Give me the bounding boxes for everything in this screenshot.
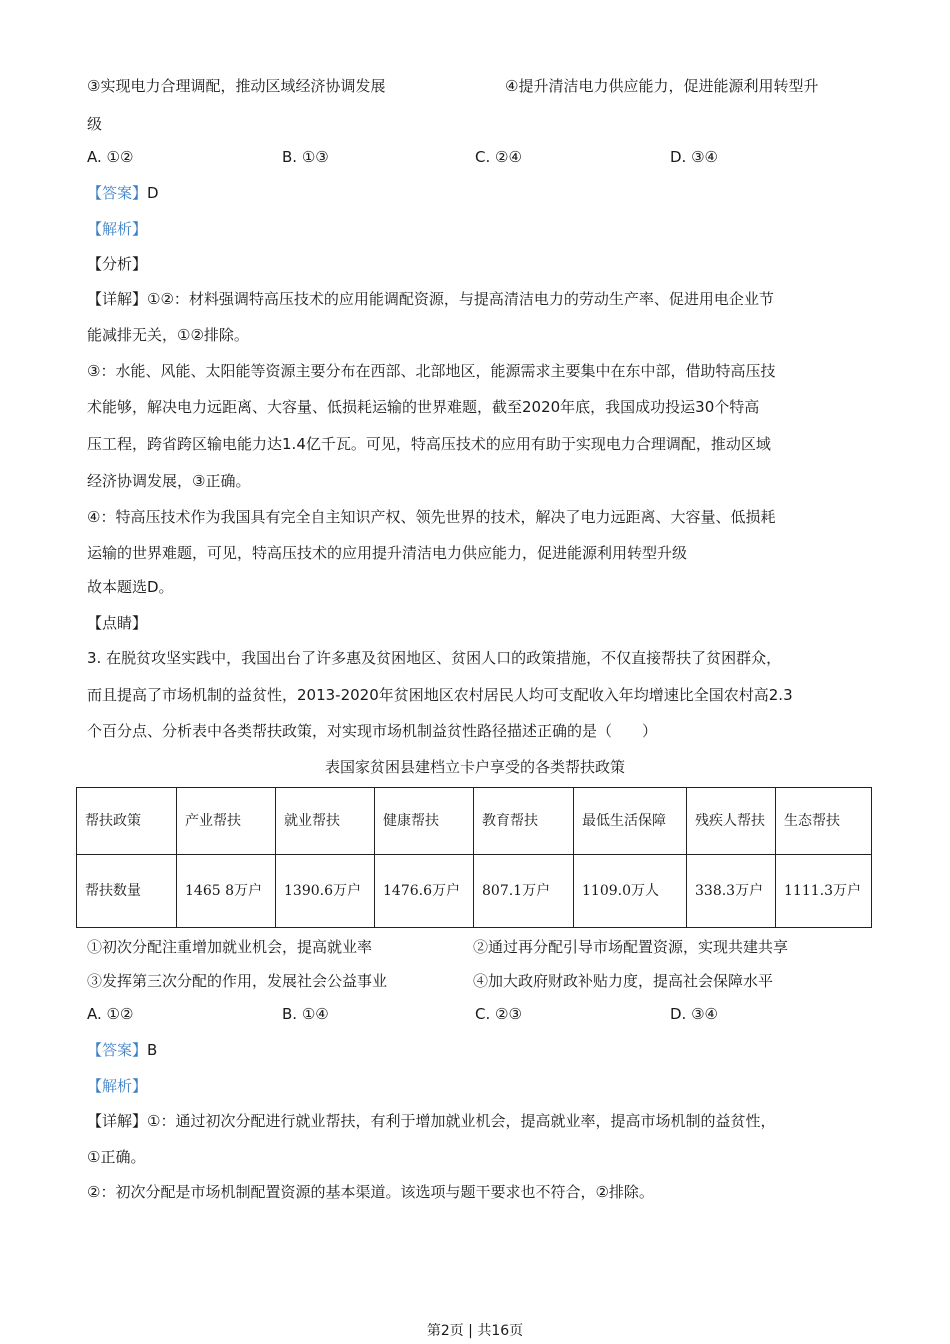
q2-option-4-cont: 级: [87, 115, 103, 133]
q3-detail-line: ①正确。: [87, 1148, 146, 1166]
q3-stem-line: 个百分点、分析表中各类帮扶政策，对实现市场机制益贫性路径描述正确的是（ ）: [87, 722, 658, 740]
q3-option-1: ①初次分配注重增加就业机会，提高就业率: [87, 938, 373, 956]
q2-dianjing-tag: 【点睛】: [87, 614, 148, 632]
q2-choice-a: A. ①②: [87, 148, 134, 166]
table-cell: 1111.3万户: [776, 855, 872, 928]
q2-option-4: ④提升清洁电力供应能力，促进能源利用转型升: [505, 77, 819, 95]
table-row: [77, 855, 872, 928]
q2-detail-line: 压工程，跨省跨区输电能力达1.4亿千瓦。可见，特高压技术的应用有助于实现电力合理调配，推动区域: [87, 435, 771, 453]
table-cell: 帮扶数量: [77, 855, 177, 928]
q2-detail-line: 【详解】①②：材料强调特高压技术的应用能调配资源，与提高清洁电力的劳动生产率、促进用电企业节: [87, 290, 774, 308]
q3-answer: [87, 1040, 157, 1060]
q3-choice-b: B. ①④: [282, 1005, 329, 1023]
q3-choice-d: D. ③④: [670, 1005, 718, 1023]
q3-option-3: ③发挥第三次分配的作用，发展社会公益事业: [87, 972, 388, 990]
table-header-cell: 产业帮扶: [177, 788, 276, 855]
answer-value: D: [147, 184, 159, 202]
policy-table: [76, 787, 872, 928]
q3-choice-c: C. ②③: [475, 1005, 522, 1023]
table-cell: 1465 8万户: [177, 855, 276, 928]
page-footer: 第2页 | 共16页: [426, 1323, 524, 1339]
table-header-cell: 帮扶政策: [77, 788, 177, 855]
q2-fenxi-tag: 【分析】: [87, 255, 148, 273]
q2-detail-line: 经济协调发展，③正确。: [87, 472, 251, 490]
table-header-cell: 教育帮扶: [474, 788, 574, 855]
q3-detail-line: 【详解】①：通过初次分配进行就业帮扶，有利于增加就业机会，提高就业率，提高市场机制的益贫性，: [87, 1112, 776, 1130]
q3-analysis-tag: 【解析】: [87, 1077, 148, 1095]
q3-detail-line: ②：初次分配是市场机制配置资源的基本渠道。该选项与题干要求也不符合，②排除。: [87, 1183, 654, 1201]
table-cell: 338.3万户: [687, 855, 776, 928]
q2-choice-b: B. ①③: [282, 148, 329, 166]
q2-choice-c: C. ②④: [475, 148, 522, 166]
answer-tag: 【答案】: [87, 184, 148, 202]
q2-detail-line: 能减排无关，①②排除。: [87, 326, 249, 344]
table-cell: 1476.6万户: [375, 855, 474, 928]
q3-stem-line: 而且提高了市场机制的益贫性，2013-2020年贫困地区农村居民人均可支配收入年均增速比全国农村高2.3: [87, 686, 793, 704]
q2-conclusion: 故本题选D。: [87, 578, 174, 596]
table-header-cell: 健康帮扶: [375, 788, 474, 855]
table-title: 表国家贫困县建档立卡户享受的各类帮扶政策: [324, 758, 625, 776]
q3-choice-a: A. ①②: [87, 1005, 134, 1023]
q2-answer: [87, 183, 159, 203]
q2-detail-line: ④：特高压技术作为我国具有完全自主知识产权、领先世界的技术，解决了电力远距离、大容量、低损耗: [87, 508, 776, 526]
table-header-row: [77, 788, 872, 855]
q3-option-4: ④加大政府财政补贴力度，提高社会保障水平: [473, 972, 774, 990]
q2-option-3: ③实现电力合理调配，推动区域经济协调发展: [87, 77, 386, 95]
q2-analysis-tag: 【解析】: [87, 220, 148, 238]
table-header-cell: 残疾人帮扶: [687, 788, 776, 855]
table-header-cell: 最低生活保障: [574, 788, 687, 855]
q2-detail-line: ③：水能、风能、太阳能等资源主要分布在西部、北部地区，能源需求主要集中在东中部，借助特高压技: [87, 362, 776, 380]
table-header-cell: 就业帮扶: [276, 788, 375, 855]
table-cell: 1109.0万人: [574, 855, 687, 928]
answer-value: B: [147, 1041, 158, 1059]
answer-tag: 【答案】: [87, 1041, 148, 1059]
table-cell: 807.1万户: [474, 855, 574, 928]
q2-detail-line: 术能够，解决电力远距离、大容量、低损耗运输的世界难题，截至2020年底，我国成功投运30个特高: [87, 398, 760, 416]
table-cell: 1390.6万户: [276, 855, 375, 928]
q2-detail-line: 运输的世界难题，可见，特高压技术的应用提升清洁电力供应能力，促进能源利用转型升级: [87, 544, 688, 562]
q3-option-2: ②通过再分配引导市场配置资源，实现共建共享: [473, 938, 789, 956]
q3-stem-line: 3. 在脱贫攻坚实践中，我国出台了许多惠及贫困地区、贫困人口的政策措施，不仅直接帮扶了贫困群众，: [87, 649, 782, 667]
table-header-cell: 生态帮扶: [776, 788, 872, 855]
q2-choice-d: D. ③④: [670, 148, 718, 166]
